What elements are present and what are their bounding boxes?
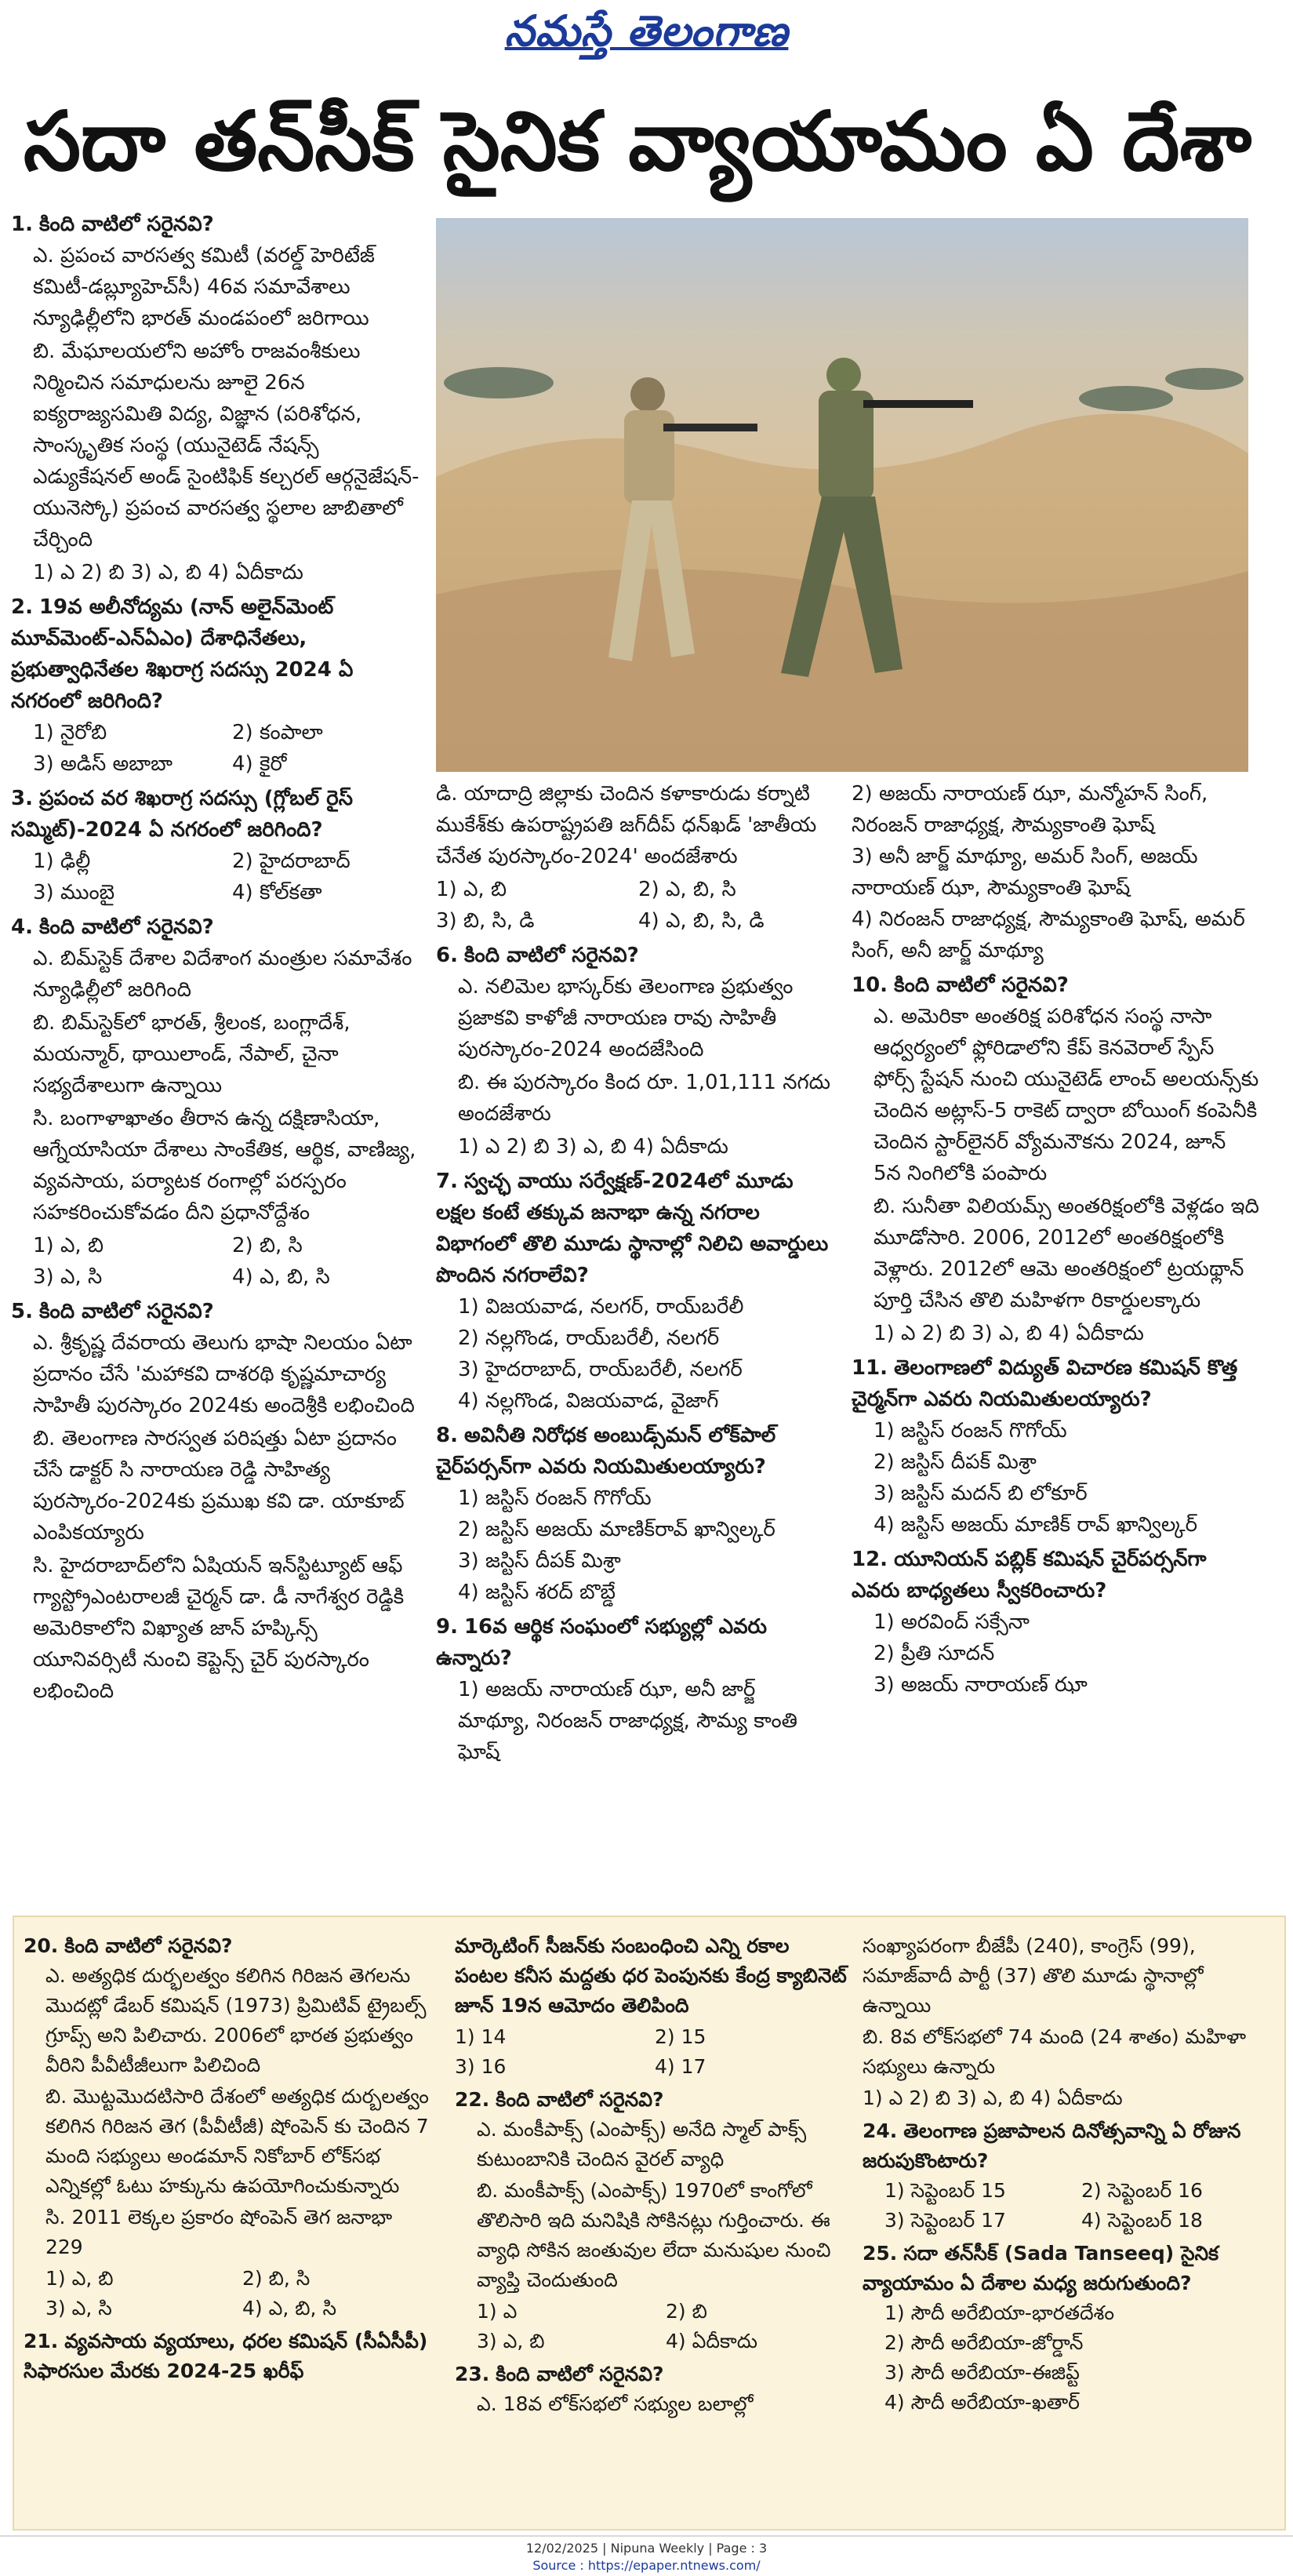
options <box>458 1483 833 1608</box>
question-title: కింది వాటిలో సరైనవి? <box>38 915 214 939</box>
question-title: కింది వాటిలో సరైనవి? <box>38 213 214 236</box>
option: 4) నిరంజన్ రాజాధ్యక్ష, సౌమ్యకాంతి ఘోష్, అమర్ సింగ్, అనీ జార్జ్ మాథ్యూ <box>852 908 1245 962</box>
option: 4) సౌదీ అరేబియా-ఖతార్ <box>884 2391 1080 2414</box>
options <box>455 2022 847 2082</box>
soldiers-exercise-photo <box>436 218 1248 772</box>
options <box>884 2298 1270 2418</box>
question-title: 16వ ఆర్థిక సంఘంలో సభ్యుల్లో ఎవరు ఉన్నారు? <box>436 1615 767 1670</box>
question-title: కింది వాటిలో సరైనవి? <box>38 1300 214 1323</box>
masthead-logo: నమస్తే తెలంగాణ <box>504 6 789 56</box>
question-25: 25. సదా తన్‌సీక్ (Sada Tanseeq) సైనిక వ్యాయామం ఏ దేశాల మధ్య జరుగుతుంది? 1) సౌదీ అరేబియా-భారతదేశం 2) సౌదీ అరేబియా-జోర్డాన్ 3) సౌదీ అరేబియా-ఈజిప్ట్ 4) సౌదీ అరేబియా-ఖతార్ <box>863 2239 1270 2418</box>
option: 4) జస్టిస్ శరద్ బొబ్డే <box>458 1581 616 1604</box>
option: 3) జస్టిస్ దీపక్ మిశ్రా <box>458 1549 621 1573</box>
option: 1) అరవింద్ సక్సేనా <box>874 1610 1030 1634</box>
question-8: 8. అవినీతి నిరోధక అంబుడ్స్‌మన్ లోక్‌పాల్ చైర్‌పర్సన్‌గా ఎవరు నియమితులయ్యారు? 1) జస్టిస్ రంజన్ గొగోయ్ 2) జస్టిస్ అజయ్ మాణిక్‌రావ్ ఖాన్విల్కర్ 3) జస్టిస్ దీపక్ మిశ్రా 4) జస్టిస్ శరద్ బొబ్డే <box>436 1420 833 1608</box>
question-12: 12. యూనియన్ పబ్లిక్ కమిషన్ చైర్‌పర్సన్‌గా ఎవరు బాధ్యతలు స్వీకరించారు? 1) అరవింద్ సక్సేనా 2) ప్రీతి సూదన్ 3) అజయ్ నారాయణ్ ఝా <box>852 1544 1259 1701</box>
option: 2) జస్టిస్ అజయ్ మాణిక్‌రావ్ ఖాన్విల్కర్ <box>458 1518 775 1541</box>
statement: సి. బంగాళాఖాతం తీరాన ఉన్న దక్షిణాసియా, ఆగ్నేయాసియా దేశాలు సాంకేతిక, ఆర్థిక, వాణిజ్య, వ్యవసాయ, పర్యాటక రంగాల్లో పరస్పరం సహకరించుకోవడం దీని ప్రధానోద్దేశం <box>33 1107 416 1224</box>
options <box>458 1291 833 1417</box>
footer-issue-info: 12/02/2025 | Nipuna Weekly | Page : 3 <box>525 2541 768 2556</box>
option: 4) కైరో <box>232 752 287 776</box>
option: 1) జస్టిస్ రంజన్ గొగోయ్ <box>458 1486 652 1510</box>
options <box>852 778 1259 966</box>
option: 3) ఎ, సి <box>33 1265 103 1289</box>
question-title: యూనియన్ పబ్లిక్ కమిషన్ చైర్‌పర్సన్‌గా ఎవరు బాధ్యతలు స్వీకరించారు? <box>852 1548 1207 1603</box>
options <box>458 1674 833 1768</box>
statement: బి. 8వ లోక్‌సభలో 74 మంది (24 శాతం) మహిళా సభ్యులు ఉన్నారు <box>863 2025 1247 2078</box>
option: 1) ఎ <box>477 2300 518 2323</box>
box-left-column <box>24 1931 431 2389</box>
box-right-column <box>863 1931 1270 2421</box>
options <box>45 2264 431 2323</box>
question-title: కింది వాటిలో సరైనవి? <box>463 944 639 967</box>
question-21-cont <box>455 1931 847 2082</box>
option: 4) ఎ, బి, సి, డి <box>638 909 765 933</box>
statement: సి. హైదరాబాద్‌లోని ఏషియన్ ఇన్‌స్టిట్యూట్ ఆఫ్ గ్యాస్ట్రోఎంటరాలజీ చైర్మన్ డా. డీ నాగేశ్వర రెడ్డికి అమెరికాలోని విఖ్యాత జాన్ హప్కిన్స్ యూనివర్సిటీ నుంచి కెప్టెన్స్ చైర్ పురస్కారం లభించింది <box>33 1554 405 1703</box>
statement: ఎ. అత్యధిక దుర్భలత్వం కలిగిన గిరిజన తెగలను మొదట్లో డేబర్ కమిషన్ (1973) ప్రిమిటివ్ ట్రైబల్స్ గ్రూప్స్ అని పిలిచారు. 2006లో భారత ప్రభుత్వం వీరిని పీవీటీజీలుగా పిలిచింది <box>45 1964 427 2076</box>
option: 1) జస్టిస్ రంజన్ గొగోయ్ <box>874 1419 1067 1443</box>
options <box>874 1606 1259 1701</box>
question-title: ప్రపంచ వర శిఖరాగ్ర సదస్సు (గ్లోబల్ రైస్ సమ్మిట్)-2024 ఏ నగరంలో జరిగింది? <box>11 787 353 842</box>
question-title: కింది వాటిలో సరైనవి? <box>64 1934 233 1957</box>
question-9: 9. 16వ ఆర్థిక సంఘంలో సభ్యుల్లో ఎవరు ఉన్నారు? 1) అజయ్ నారాయణ్ ఝా, అనీ జార్జ్ మాథ్యూ, నిరంజన్ రాజాధ్యక్ష, సౌమ్య కాంతి ఘోష్ <box>436 1611 833 1768</box>
question-21: 21. వ్యవసాయ వ్యయాలు, ధరల కమిషన్ (సీఏసీపీ) సిఫారసుల మేరకు 2024-25 ఖరీఫ్ <box>24 2330 428 2382</box>
options: 1) ఎ 2) బి 3) ఎ, బి 4) ఏదీకాదు <box>458 1135 728 1159</box>
question-5-cont <box>436 778 833 937</box>
question-3: 3. ప్రపంచ వర శిఖరాగ్ర సదస్సు (గ్లోబల్ రైస్ సమ్మిట్)-2024 ఏ నగరంలో జరిగింది? 1) ఢిల్లీ 2) హైదరాబాద్ 3) ముంబై 4) కోల్‌కతా <box>11 783 423 908</box>
statement: బి. మేఘాలయలోని అహోం రాజవంశీకులు నిర్మించిన సమాధులను జూలై 26న ఐక్యరాజ్యసమితి విద్య, విజ్ఞాన (పరిశోధన, సాంస్కృతిక సంస్థ (యునైటెడ్ నేషన్స్ ఎడ్యుకేషనల్ అండ్ సైంటిఫిక్ కల్చరల్ ఆర్గనైజేషన్-యునెస్కో) ప్రపంచ వారసత్వ స్థలాల జాబితాలో చేర్చింది <box>33 340 419 551</box>
option: 3) అడిస్ అబాబా <box>33 752 173 776</box>
question-7: 7. స్వచ్ఛ వాయు సర్వేక్షణ్-2024లో మూడు లక్షల కంటే తక్కువ జనాభా ఉన్న నగరాల విభాగంలో తొలి మూడు స్థానాల్లో నిలిచి అవార్డులు పొందిన నగరాలేవి? 1) విజయవాడ, నలగర్, రాయ్‌బరేలీ 2) నల్లగొండ, రాయ్‌బరేలీ, నలగర్ 3) హైదరాబాద్, రాయ్‌బరేలీ, నలగర్ 4) నల్లగొండ, విజయవాడ, వైజాగ్ <box>436 1166 833 1417</box>
statement: ఎ. ప్రపంచ వారసత్వ కమిటీ (వరల్డ్ హెరిటేజ్ కమిటీ-డబ్ల్యూహెచ్‌సీ) 46వ సమావేశాలు న్యూఢిల్లీలోని భారత్ మండపంలో జరిగాయి <box>33 244 375 330</box>
question-title: సదా తన్‌సీక్ (Sada Tanseeq) సైనిక వ్యాయామం ఏ దేశాల మధ్య జరుగుతుంది? <box>863 2242 1219 2294</box>
options <box>33 717 423 780</box>
option: 2) ప్రీతి సూదన్ <box>874 1642 995 1665</box>
question-23: 23. కింది వాటిలో సరైనవి? ఎ. 18వ లోక్‌సభలో సభ్యుల బలాల్లో <box>455 2360 847 2419</box>
statement: బి. మంకీపాక్స్ (ఎంపాక్స్) 1970లో కాంగోలో తొలిసారి ఇది మనిషికి సోకినట్లు గుర్తించారు. ఈ వ్యాధి సోకిన జంతువుల లేదా మనుషుల నుంచి వ్యాప్తి చెందుతుంది <box>477 2179 831 2291</box>
option: 3) అజయ్ నారాయణ్ ఝా <box>874 1673 1088 1697</box>
middle-column <box>436 778 833 1771</box>
question-20: 20. కింది వాటిలో సరైనవి? ఎ. అత్యధిక దుర్భలత్వం కలిగిన గిరిజన తెగలను మొదట్లో డేబర్ కమిషన్ (1973) ప్రిమిటివ్ ట్రైబల్స్ గ్రూప్స్ అని పిలిచారు. 2006లో భారత ప్రభుత్వం వీరిని పీవీటీజీలుగా పిలిచింది బి. మొట్టమొదటిసారి దేశంలో అత్యధిక దుర్బలత్వం కలిగిన గిరిజన తెగ (పీవీటీజీ) షోంపెన్ కు చెందిన 7 మంది సభ్యులు అండమాన్ నికోబార్ లోక్‌సభ ఎన్నికల్లో ఓటు హక్కును ఉపయోగించుకున్నారు సి. 2011 లెక్కల ప్రకారం షోంపెన్ తెగ జనాభా 229 1) ఎ, బి 2) బి, సి 3) ఎ, సి 4) ఎ, బి, సి <box>24 1931 431 2323</box>
footer <box>0 2540 1293 2574</box>
option: 4) నల్లగొండ, విజయవాడ, వైజాగ్ <box>458 1389 719 1413</box>
question-title: కింది వాటిలో సరైనవి? <box>496 2363 664 2385</box>
options: 1) ఎ 2) బి 3) ఎ, బి 4) ఏదీకాదు <box>33 561 303 584</box>
question-4: 4. కింది వాటిలో సరైనవి? ఎ. బిమ్‌స్టెక్ దేశాల విదేశాంగ మంత్రుల సమావేశం న్యూఢిల్లీలో జరిగింది బి. బిమ్‌స్టెక్‌లో భారత్, శ్రీలంక, బంగ్లాదేశ్, మయన్మార్, థాయిలాండ్, నేపాల్, చైనా సభ్యదేశాలుగా ఉన్నాయి సి. బంగాళాఖాతం తీరాన ఉన్న దక్షిణాసియా, ఆగ్నేయాసియా దేశాలు సాంకేతిక, ఆర్థిక, వాణిజ్య, వ్యవసాయ, పర్యాటక రంగాల్లో పరస్పరం సహకరించుకోవడం దీని ప్రధానోద్దేశం 1) ఎ, బి 2) బి, సి 3) ఎ, సి 4) ఎ, బి, సి <box>11 911 423 1293</box>
option: 2) నల్లగొండ, రాయ్‌బరేలీ, నలగర్ <box>458 1326 720 1350</box>
question-title: తెలంగాణలో విద్యుత్ విచారణ కమిషన్ కొత్త చైర్మన్‌గా ఎవరు నియమితులయ్యారు? <box>852 1356 1238 1411</box>
question-22: 22. కింది వాటిలో సరైనవి? ఎ. మంకీపాక్స్ (ఎంపాక్స్) అనేది స్మాల్ పాక్స్ కుటుంబానికి చెందిన వైరల్ వ్యాధి బి. మంకీపాక్స్ (ఎంపాక్స్) 1970లో కాంగోలో తొలిసారి ఇది మనిషికి సోకినట్లు గుర్తించారు. ఈ వ్యాధి సోకిన జంతువుల లేదా మనుషుల నుంచి వ్యాప్తి చెందుతుంది 1) ఎ 2) బి 3) ఎ, బి 4) ఏదీకాదు <box>455 2085 847 2356</box>
options <box>33 1230 423 1293</box>
option: 1) ఎ, బి <box>45 2267 114 2290</box>
question-23-cont <box>863 1931 1270 2113</box>
option: 4) కోల్‌కతా <box>232 881 322 904</box>
option: 2) ఎ, బి, సి <box>638 878 736 901</box>
option: 3) 16 <box>455 2055 507 2078</box>
option: 4) ఏదీకాదు <box>666 2330 758 2352</box>
option: 3) అనీ జార్జ్ మాథ్యూ, అమర్ సింగ్, అజయ్ నారాయణ్ ఝా, సౌమ్యకాంతి ఘోష్ <box>852 845 1198 900</box>
options: 1) ఎ 2) బి 3) ఎ, బి 4) ఏదీకాదు <box>874 1322 1144 1345</box>
options: 1) ఎ 2) బి 3) ఎ, బి 4) ఏదీకాదు <box>863 2087 1123 2109</box>
statement: బి. సునీతా విలియమ్స్ అంతరిక్షంలోకి వెళ్లడం ఇది మూడోసారి. 2006, 2012లో అంతరిక్షంలోకి వెళ్లారు. 2012లో ఆమె అంతరిక్షంలో ట్రయథ్లాన్ పూర్తి చేసిన తొలి మహిళగా రికార్డులక్కారు <box>874 1195 1259 1312</box>
statement: బి. ఈ పురస్కారం కింద రూ. 1,01,111 నగదు అందజేశారు <box>458 1071 830 1126</box>
question-1: 1. కింది వాటిలో సరైనవి? ఎ. ప్రపంచ వారసత్వ కమిటీ (వరల్డ్ హెరిటేజ్ కమిటీ-డబ్ల్యూహెచ్‌సీ) 46వ సమావేశాలు న్యూఢిల్లీలోని భారత్ మండపంలో జరిగాయి బి. మేఘాలయలోని అహోం రాజవంశీకులు నిర్మించిన సమాధులను జూలై 26న ఐక్యరాజ్యసమితి విద్య, విజ్ఞాన (పరిశోధన, సాంస్కృతిక సంస్థ (యునైటెడ్ నేషన్స్ ఎడ్యుకేషనల్ అండ్ సైంటిఫిక్ కల్చరల్ ఆర్గనైజేషన్-యునెస్కో) ప్రపంచ వారసత్వ స్థలాల జాబితాలో చేర్చింది 1) ఎ 2) బి 3) ఎ, బి 4) ఏదీకాదు <box>11 209 423 588</box>
option: 2) హైదరాబాద్ <box>232 850 350 873</box>
option: 1) సౌదీ అరేబియా-భారతదేశం <box>884 2301 1115 2324</box>
option: 4) ఎ, బి, సి <box>242 2297 336 2319</box>
statement: సి. 2011 లెక్కల ప్రకారం షోంపెన్ తెగ జనాభా 229 <box>45 2206 393 2258</box>
option: 2) 15 <box>655 2025 706 2048</box>
option: 2) అజయ్ నారాయణ్ ఝా, మన్మోహన్ సింగ్, నిరంజన్ రాజాధ్యక్ష, సౌమ్యకాంతి ఘోష్ <box>852 782 1208 837</box>
options <box>477 2297 847 2356</box>
option: 2) బి, సి <box>242 2267 311 2290</box>
options <box>33 846 423 908</box>
options <box>884 2176 1270 2236</box>
statement: ఎ. బిమ్‌స్టెక్ దేశాల విదేశాంగ మంత్రుల సమావేశం న్యూఢిల్లీలో జరిగింది <box>33 947 412 1002</box>
option: 2) సౌదీ అరేబియా-జోర్డాన్ <box>884 2331 1084 2354</box>
statement: బి. తెలంగాణ సారస్వత పరిషత్తు ఏటా ప్రదానం చేసే డాక్టర్ సి నారాయణ రెడ్డి సాహిత్య పురస్కారం-2024కు ప్రముఖ కవి డా. యాకూబ్ ఎంపికయ్యారు <box>33 1427 405 1545</box>
left-column <box>11 209 423 1710</box>
option: 1) ఢిల్లీ <box>33 850 91 873</box>
statement: బి. బిమ్‌స్టెక్‌లో భారత్, శ్రీలంక, బంగ్లాదేశ్, మయన్మార్, థాయిలాండ్, నేపాల్, చైనా సభ్యదేశాలుగా ఉన్నాయి <box>33 1011 350 1097</box>
question-title: అవినీతి నిరోధక అంబుడ్స్‌మన్ లోక్‌పాల్ చైర్‌పర్సన్‌గా ఎవరు నియమితులయ్యారు? <box>436 1424 776 1479</box>
option: 2) కంపాలా <box>232 721 323 744</box>
option: 1) అజయ్ నారాయణ్ ఝా, అనీ జార్జ్ మాథ్యూ, నిరంజన్ రాజాధ్యక్ష, సౌమ్య కాంతి ఘోష్ <box>458 1678 797 1764</box>
question-2: 2. 19వ అలీనోద్యమ (నాన్ అలైన్‌మెంట్ మూవ్‌మెంట్-ఎన్‌ఏఎం) దేశాధినేతలు, ప్రభుత్వాధినేతల శిఖరాగ్ర సదస్సు 2024 ఏ నగరంలో జరిగింది? 1) నైరోబి 2) కంపాలా 3) అడిస్ అబాబా 4) కైరో <box>11 591 423 780</box>
option: 4) సెప్టెంబర్ 18 <box>1081 2209 1203 2232</box>
statement: డి. యాదాద్రి జిల్లాకు చెందిన కళాకారుడు కర్నాటి ముకేశ్‌కు ఉపరాష్ట్రపతి జగ్‌దీప్ ధన్‌ఖడ్ 'జాతీయ చేనేత పురస్కారం-2024' అందజేశారు <box>436 782 817 868</box>
option: 2) బి, సి <box>232 1234 303 1257</box>
option: 4) జస్టిస్ అజయ్ మాణిక్ రావ్ ఖాన్విల్కర్ <box>874 1513 1198 1537</box>
statement: బి. మొట్టమొదటిసారి దేశంలో అత్యధిక దుర్బలత్వం కలిగిన గిరిజన తెగ (పీవీటీజీ) షోంపెన్ కు చెందిన 7 మంది సభ్యులు అండమాన్ నికోబార్ లోక్‌సభ ఎన్నికల్లో ఓటు హక్కును ఉపయోగించుకున్నారు <box>45 2085 429 2197</box>
question-title: వ్యవసాయ వ్యయాలు, ధరల కమిషన్ (సీఏసీపీ) సిఫారసుల మేరకు 2024-25 ఖరీఫ్ <box>24 2330 428 2382</box>
headline: సదా తన్‌సీక్ సైనిక వ్యాయామం ఏ దేశా <box>24 93 1252 189</box>
question-title: కింది వాటిలో సరైనవి? <box>496 2088 664 2111</box>
statement: ఎ. మంకీపాక్స్ (ఎంపాక్స్) అనేది స్మాల్ పాక్స్ కుటుంబానికి చెందిన వైరల్ వ్యాధి <box>477 2118 807 2170</box>
option: 3) బి, సి, డి <box>436 909 535 933</box>
option: 2) బి <box>666 2300 707 2323</box>
question-title: తెలంగాణ ప్రజాపాలన దినోత్సవాన్ని ఏ రోజున జరుపుకొంటారు? <box>863 2119 1241 2172</box>
question-5: 5. కింది వాటిలో సరైనవి? ఎ. శ్రీకృష్ణ దేవరాయ తెలుగు భాషా నిలయం ఏటా ప్రదానం చేసే 'మహాకవి దాశరథి కృష్ణమాచార్య సాహితీ పురస్కారం 2024కు అందెశ్రీకి లభించింది బి. తెలంగాణ సారస్వత పరిషత్తు ఏటా ప్రదానం చేసే డాక్టర్ సి నారాయణ రెడ్డి సాహిత్య పురస్కారం-2024కు ప్రముఖ కవి డా. యాకూబ్ ఎంపికయ్యారు సి. హైదరాబాద్‌లోని ఏషియన్ ఇన్‌స్టిట్యూట్ ఆఫ్ గ్యాస్ట్రోఎంటరాలజీ చైర్మన్ డా. డీ నాగేశ్వర రెడ్డికి అమెరికాలోని విఖ్యాత జాన్ హప్కిన్స్ యూనివర్సిటీ నుంచి కెప్టెన్స్ చైర్ పురస్కారం లభించింది <box>11 1296 423 1707</box>
question-title: కింది వాటిలో సరైనవి? <box>894 973 1069 997</box>
photo-illustration <box>436 218 1248 772</box>
option: 3) ముంబై <box>33 881 115 904</box>
option: 1) ఎ, బి <box>436 878 507 901</box>
footer-divider <box>0 2535 1293 2537</box>
option: 3) సెప్టెంబర్ 17 <box>884 2209 1006 2232</box>
option: 3) జస్టిస్ మదన్ బి లోకూర్ <box>874 1482 1088 1505</box>
question-10: 10. కింది వాటిలో సరైనవి? ఎ. అమెరికా అంతరిక్ష పరిశోధన సంస్థ నాసా ఆధ్వర్యంలో ఫ్లోరిడాలోని కేప్ కెనవెరాల్ స్పేస్ ఫోర్స్ స్టేషన్ నుంచి యునైటెడ్ లాంచ్ అలయన్స్‌కు చెందిన అట్లాస్-5 రాకెట్ ద్వారా బోయింగ్ కంపెనీకి చెందిన స్టార్‌లైనర్ వ్యోమనౌకను 2024, జూన్ 5న నింగిలోకి పంపారు బి. సునీతా విలియమ్స్ అంతరిక్షంలోకి వెళ్లడం ఇది మూడోసారి. 2006, 2012లో అంతరిక్షంలోకి వెళ్లారు. 2012లో ఆమె అంతరిక్షంలో ట్రయథ్లాన్ పూర్తి చేసిన తొలి మహిళగా రికార్డులక్కారు 1) ఎ 2) బి 3) ఎ, బి 4) ఏదీకాదు <box>852 970 1259 1349</box>
option: 1) సెప్టెంబర్ 15 <box>884 2179 1006 2202</box>
option: 4) 17 <box>655 2055 706 2078</box>
option: 2) సెప్టెంబర్ 16 <box>1081 2179 1203 2202</box>
option: 3) హైదరాబాద్, రాయ్‌బరేలీ, నలగర్ <box>458 1358 743 1381</box>
statement: ఎ. 18వ లోక్‌సభలో సభ్యుల బలాల్లో <box>477 2392 754 2415</box>
option: 1) 14 <box>455 2025 507 2048</box>
option: 4) ఎ, బి, సి <box>232 1265 330 1289</box>
option: 3) ఎ, సి <box>45 2297 112 2319</box>
option: 1) నైరోబి <box>33 721 107 744</box>
question-title: 19వ అలీనోద్యమ (నాన్ అలైన్‌మెంట్ మూవ్‌మెంట్-ఎన్‌ఏఎం) దేశాధినేతలు, ప్రభుత్వాధినేతల శిఖరాగ్ర సదస్సు 2024 ఏ నగరంలో జరిగింది? <box>11 595 354 713</box>
question-11: 11. తెలంగాణలో విద్యుత్ విచారణ కమిషన్ కొత్త చైర్మన్‌గా ఎవరు నియమితులయ్యారు? 1) జస్టిస్ రంజన్ గొగోయ్ 2) జస్టిస్ దీపక్ మిశ్రా 3) జస్టిస్ మదన్ బి లోకూర్ 4) జస్టిస్ అజయ్ మాణిక్ రావ్ ఖాన్విల్కర్ <box>852 1352 1259 1541</box>
question-9-cont <box>852 778 1259 966</box>
statement: ఎ. అమెరికా అంతరిక్ష పరిశోధన సంస్థ నాసా ఆధ్వర్యంలో ఫ్లోరిడాలోని కేప్ కెనవెరాల్ స్పేస్ ఫోర్స్ స్టేషన్ నుంచి యునైటెడ్ లాంచ్ అలయన్స్‌కు చెందిన అట్లాస్-5 రాకెట్ ద్వారా బోయింగ్ కంపెనీకి చెందిన స్టార్‌లైనర్ వ్యోమనౌకను 2024, జూన్ 5న నింగిలోకి పంపారు <box>874 1005 1259 1185</box>
footer-source-link[interactable]: Source : https://epaper.ntnews.com/ <box>532 2558 761 2573</box>
options <box>874 1415 1259 1541</box>
option: 3) ఎ, బి <box>477 2330 545 2352</box>
option: 1) విజయవాడ, నలగర్, రాయ్‌బరేలీ <box>458 1295 744 1319</box>
statement: ఎ. నలిమెల భాస్కర్‌కు తెలంగాణ ప్రభుత్వం ప్రజాకవి కాళోజీ నారాయణ రావు సాహితీ పురస్కారం-2024 అందజేసింది <box>458 975 794 1061</box>
statement: ఎ. శ్రీకృష్ణ దేవరాయ తెలుగు భాషా నిలయం ఏటా ప్రదానం చేసే 'మహాకవి దాశరథి కృష్ణమాచార్య సాహితీ పురస్కారం 2024కు అందెశ్రీకి లభించింది <box>33 1331 415 1417</box>
question-title: స్వచ్ఛ వాయు సర్వేక్షణ్-2024లో మూడు లక్షల కంటే తక్కువ జనాభా ఉన్న నగరాల విభాగంలో తొలి మూడు స్థానాల్లో నిలిచి అవార్డులు పొందిన నగరాలేవి? <box>436 1170 829 1287</box>
question-6: 6. కింది వాటిలో సరైనవి? ఎ. నలిమెల భాస్కర్‌కు తెలంగాణ ప్రభుత్వం ప్రజాకవి కాళోజీ నారాయణ రావు సాహితీ పురస్కారం-2024 అందజేసింది బి. ఈ పురస్కారం కింద రూ. 1,01,111 నగదు అందజేశారు 1) ఎ 2) బి 3) ఎ, బి 4) ఏదీకాదు <box>436 940 833 1162</box>
option: 1) ఎ, బి <box>33 1234 104 1257</box>
option: 3) సౌదీ అరేబియా-ఈజిప్ట్ <box>884 2361 1080 2384</box>
statement: సంఖ్యాపరంగా బీజేపీ (240), కాంగ్రెస్ (99), సమాజ్‌వాదీ పార్టీ (37) తొలి మూడు స్థానాల్లో ఉన్నాయి <box>863 1934 1204 2017</box>
options <box>436 874 833 937</box>
box-middle-column <box>455 1931 847 2422</box>
right-column <box>852 778 1259 1704</box>
question-title: మార్కెటింగ్ సీజన్‌కు సంబంధించి ఎన్ని రకాల పంటల కనీస మద్దతు ధర పెంపునకు కేంద్ర క్యాబినెట్ జూన్ 19న ఆమోదం తెలిపింది <box>455 1934 847 2017</box>
option: 2) జస్టిస్ దీపక్ మిశ్రా <box>874 1450 1037 1474</box>
question-24: 24. తెలంగాణ ప్రజాపాలన దినోత్సవాన్ని ఏ రోజున జరుపుకొంటారు? 1) సెప్టెంబర్ 15 2) సెప్టెంబర్ 16 3) సెప్టెంబర్ 17 4) సెప్టెంబర్ 18 <box>863 2116 1270 2236</box>
